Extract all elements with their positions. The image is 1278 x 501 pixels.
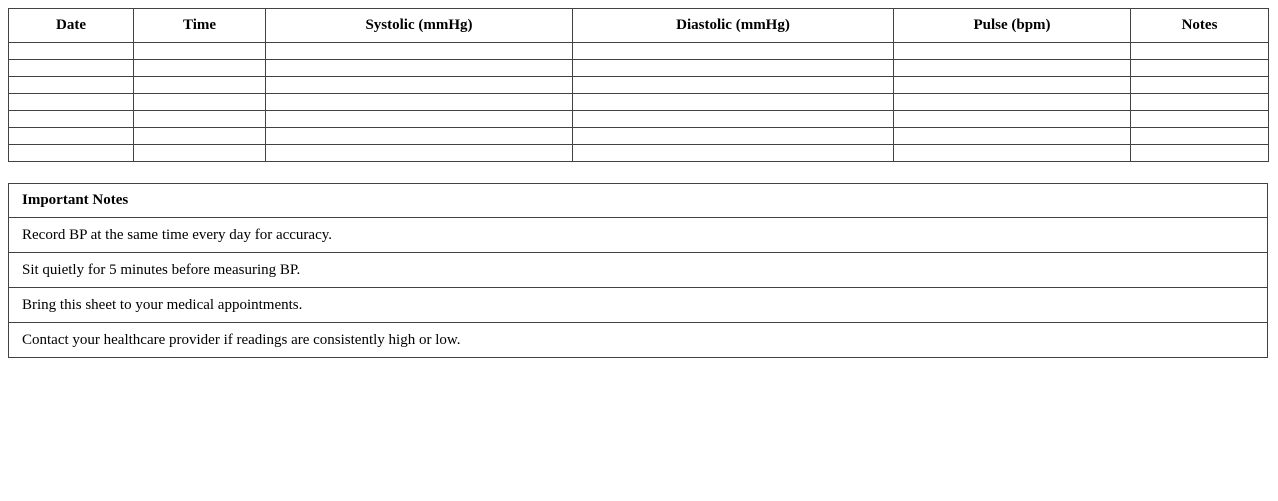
empty-cell-time (134, 145, 266, 162)
empty-cell-time (134, 77, 266, 94)
empty-cell-systolic (266, 43, 573, 60)
empty-cell-diastolic (573, 77, 894, 94)
empty-cell-time (134, 60, 266, 77)
important-notes-list (9, 217, 1267, 357)
empty-cell-notes (1131, 60, 1269, 77)
empty-cell-time (134, 94, 266, 111)
empty-cell-notes (1131, 94, 1269, 111)
note-item-2: Sit quietly for 5 minutes before measuring BP. (9, 252, 1267, 287)
empty-cell-diastolic (573, 145, 894, 162)
empty-cell-date (9, 145, 134, 162)
empty-entry-row (9, 145, 1269, 162)
empty-cell-notes (1131, 145, 1269, 162)
empty-cell-date (9, 94, 134, 111)
column-header-diastolic: Diastolic (mmHg) (573, 9, 894, 43)
empty-cell-date (9, 60, 134, 77)
empty-cell-pulse (894, 43, 1131, 60)
column-header-notes: Notes (1131, 9, 1269, 43)
empty-cell-date (9, 128, 134, 145)
empty-cell-time (134, 111, 266, 128)
column-header-date: Date (9, 9, 134, 43)
note-item-3: Bring this sheet to your medical appointments. (9, 287, 1267, 322)
empty-cell-pulse (894, 111, 1131, 128)
column-header-time: Time (134, 9, 266, 43)
empty-cell-date (9, 77, 134, 94)
empty-cell-systolic (266, 128, 573, 145)
empty-cell-systolic (266, 60, 573, 77)
empty-cell-systolic (266, 77, 573, 94)
column-header-systolic: Systolic (mmHg) (266, 9, 573, 43)
empty-cell-notes (1131, 111, 1269, 128)
bp-log-table (8, 8, 1269, 162)
empty-cell-diastolic (573, 60, 894, 77)
bp-table-body (9, 43, 1269, 162)
empty-cell-pulse (894, 60, 1131, 77)
empty-cell-pulse (894, 77, 1131, 94)
empty-cell-notes (1131, 77, 1269, 94)
empty-cell-date (9, 111, 134, 128)
empty-entry-row (9, 77, 1269, 94)
empty-entry-row (9, 43, 1269, 60)
empty-cell-diastolic (573, 128, 894, 145)
note-item-4: Contact your healthcare provider if readings are consistently high or low. (9, 322, 1267, 357)
empty-cell-time (134, 43, 266, 60)
empty-cell-pulse (894, 128, 1131, 145)
empty-cell-notes (1131, 128, 1269, 145)
empty-cell-pulse (894, 145, 1131, 162)
empty-entry-row (9, 128, 1269, 145)
empty-cell-diastolic (573, 111, 894, 128)
empty-entry-row (9, 94, 1269, 111)
empty-cell-systolic (266, 145, 573, 162)
empty-entry-row (9, 60, 1269, 77)
bp-table-header-row (9, 9, 1269, 43)
empty-cell-diastolic (573, 94, 894, 111)
important-notes-title: Important Notes (22, 192, 129, 208)
column-header-pulse: Pulse (bpm) (894, 9, 1131, 43)
empty-cell-date (9, 43, 134, 60)
empty-cell-time (134, 128, 266, 145)
empty-cell-notes (1131, 43, 1269, 60)
empty-cell-diastolic (573, 43, 894, 60)
note-item-1: Record BP at the same time every day for accuracy. (9, 217, 1267, 252)
empty-cell-pulse (894, 94, 1131, 111)
empty-entry-row (9, 111, 1269, 128)
important-notes-section (8, 183, 1268, 358)
empty-cell-systolic (266, 111, 573, 128)
empty-cell-systolic (266, 94, 573, 111)
